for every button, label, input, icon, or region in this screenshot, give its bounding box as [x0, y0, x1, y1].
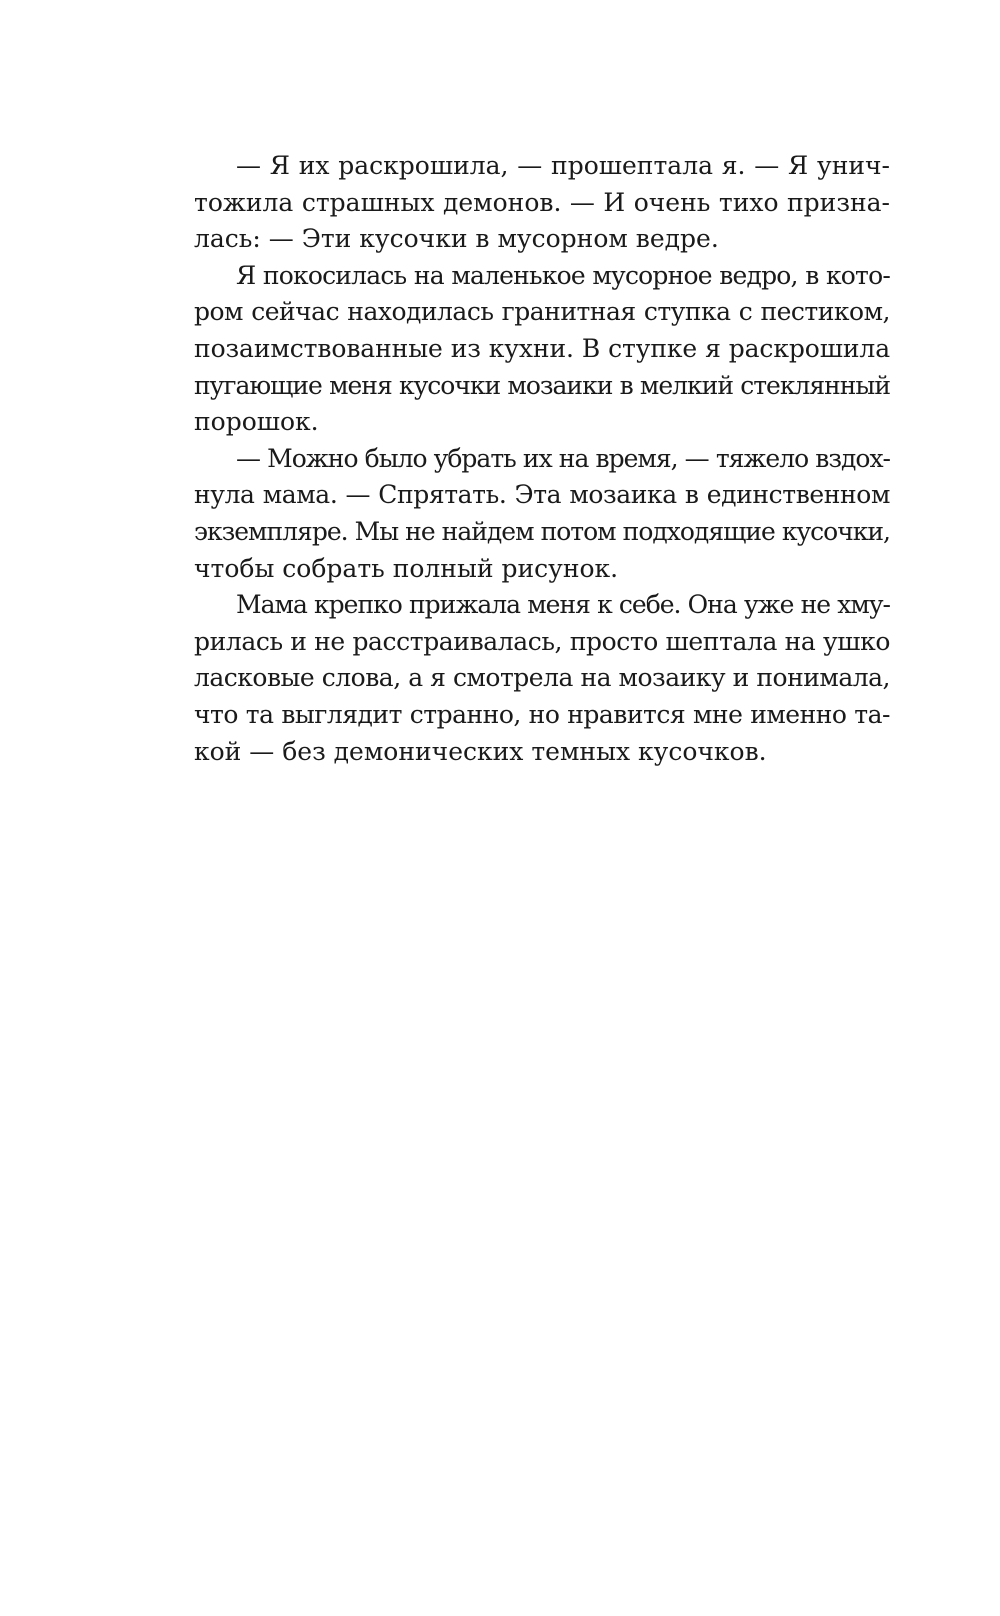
- paragraph: [194, 148, 890, 258]
- text-line: ласковые слова, а я смотрела на мозаику и понимала,: [194, 663, 890, 693]
- paragraph: [194, 441, 890, 587]
- text-line: ром сейчас находилась гранитная ступка с пестиком,: [194, 297, 890, 327]
- text-line: Мама крепко прижала меня к себе. Она уже не хму-: [236, 590, 890, 620]
- text-line: что та выглядит странно, но нравится мне именно та-: [194, 699, 890, 729]
- text-line: — Я их раскрошила, — прошептала я. — Я унич-: [236, 151, 890, 180]
- paragraph: [194, 587, 890, 770]
- paragraph: [194, 258, 890, 441]
- body-text: [194, 148, 890, 770]
- text-line: порошок.: [194, 407, 319, 437]
- text-line: нула мама. — Спрятать. Эта мозаика в единственном: [194, 480, 890, 510]
- text-line: экземпляре. Мы не найдем потом подходящие кусочки,: [194, 516, 890, 546]
- text-line: позаимствованные из кухни. В ступке я раскрошила: [194, 333, 890, 363]
- text-line: рилась и не расстраивалась, просто шептала на ушко: [194, 626, 890, 656]
- text-line: чтобы собрать полный рисунок.: [194, 553, 619, 583]
- text-line: — Можно было убрать их на время, — тяжело вздох-: [236, 443, 890, 473]
- text-line: тожила страшных демонов. — И очень тихо призна-: [194, 187, 890, 217]
- text-line: пугающие меня кусочки мозаики в мелкий стеклянный: [194, 370, 890, 400]
- text-line: Я покосилась на маленькое мусорное ведро, в кото-: [236, 260, 890, 290]
- text-line: лась: — Эти кусочки в мусорном ведре.: [194, 224, 719, 254]
- text-line: кой — без демонических темных кусочков.: [194, 736, 767, 766]
